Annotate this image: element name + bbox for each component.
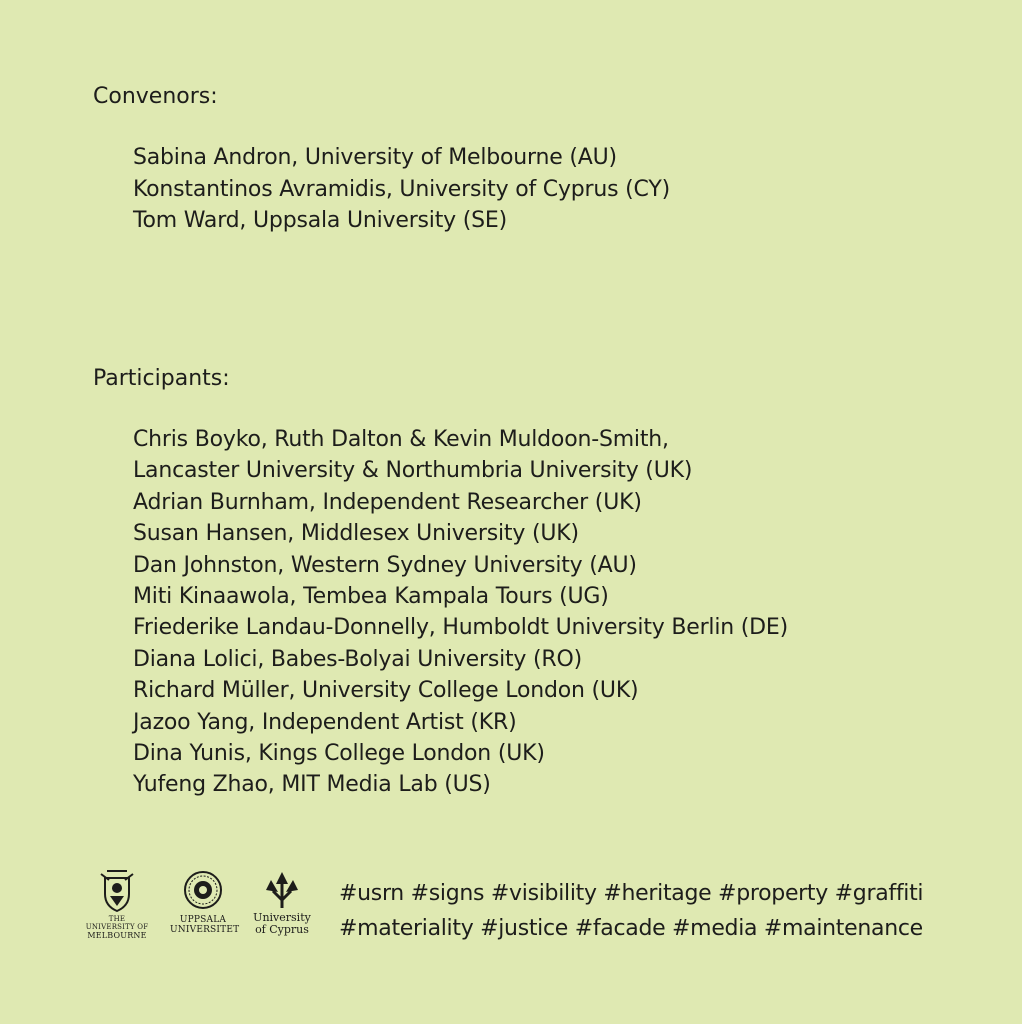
university-of-cyprus-logo bbox=[252, 870, 312, 936]
uppsala-seal-icon bbox=[183, 870, 223, 910]
list-item: Dan Johnston, Western Sydney University (AU) bbox=[133, 552, 637, 578]
convenors-heading: Convenors: bbox=[93, 84, 218, 109]
list-item: Susan Hansen, Middlesex University (UK) bbox=[133, 521, 579, 547]
list-item: Lancaster University & Northumbria University (UK) bbox=[133, 458, 693, 484]
uppsala-logo-line2: UNIVERSITET bbox=[170, 925, 240, 935]
melbourne-logo-line2: MELBOURNE bbox=[87, 931, 147, 940]
list-item: Friederike Landau-Donnelly, Humboldt University Berlin (DE) bbox=[133, 615, 788, 641]
hashtags bbox=[339, 876, 923, 946]
hashtags-line-1: #usrn #signs #visibility #heritage #property #graffiti bbox=[339, 881, 924, 906]
list-item: Tom Ward, Uppsala University (SE) bbox=[133, 208, 507, 233]
uppsala-universitet-logo bbox=[170, 870, 240, 935]
list-item: Adrian Burnham, Independent Researcher (UK) bbox=[133, 489, 642, 515]
convenors-list bbox=[133, 142, 670, 237]
cyprus-logo-line2: of Cyprus bbox=[255, 923, 309, 936]
uppsala-logo-line1: UPPSALA bbox=[179, 915, 227, 925]
cyprus-emblem-icon bbox=[264, 870, 300, 910]
list-item: Richard Müller, University College London (UK) bbox=[133, 678, 639, 704]
university-of-melbourne-logo bbox=[84, 870, 150, 941]
list-item: Sabina Andron, University of Melbourne (AU) bbox=[133, 145, 617, 170]
list-item: Diana Lolici, Babes-Bolyai University (RO) bbox=[133, 646, 583, 672]
list-item: Jazoo Yang, Independent Artist (KR) bbox=[133, 709, 517, 735]
list-item: Konstantinos Avramidis, University of Cyprus (CY) bbox=[133, 176, 670, 202]
list-item: Chris Boyko, Ruth Dalton & Kevin Muldoon-Smith, bbox=[133, 427, 669, 452]
participants-heading: Participants: bbox=[93, 366, 230, 391]
list-item: Dina Yunis, Kings College London (UK) bbox=[133, 741, 545, 767]
melbourne-crest-icon bbox=[97, 870, 137, 912]
partner-logos bbox=[84, 870, 324, 940]
participants-list bbox=[133, 424, 788, 801]
hashtags-line-2: #materiality #justice #facade #media #maintenance bbox=[339, 916, 923, 941]
cyprus-logo-line1: University bbox=[253, 911, 311, 924]
list-item: Miti Kinaawola, Tembea Kampala Tours (UG) bbox=[133, 584, 609, 610]
list-item: Yufeng Zhao, MIT Media Lab (US) bbox=[133, 772, 491, 798]
melbourne-logo-line1: THE UNIVERSITY OF bbox=[85, 915, 149, 931]
